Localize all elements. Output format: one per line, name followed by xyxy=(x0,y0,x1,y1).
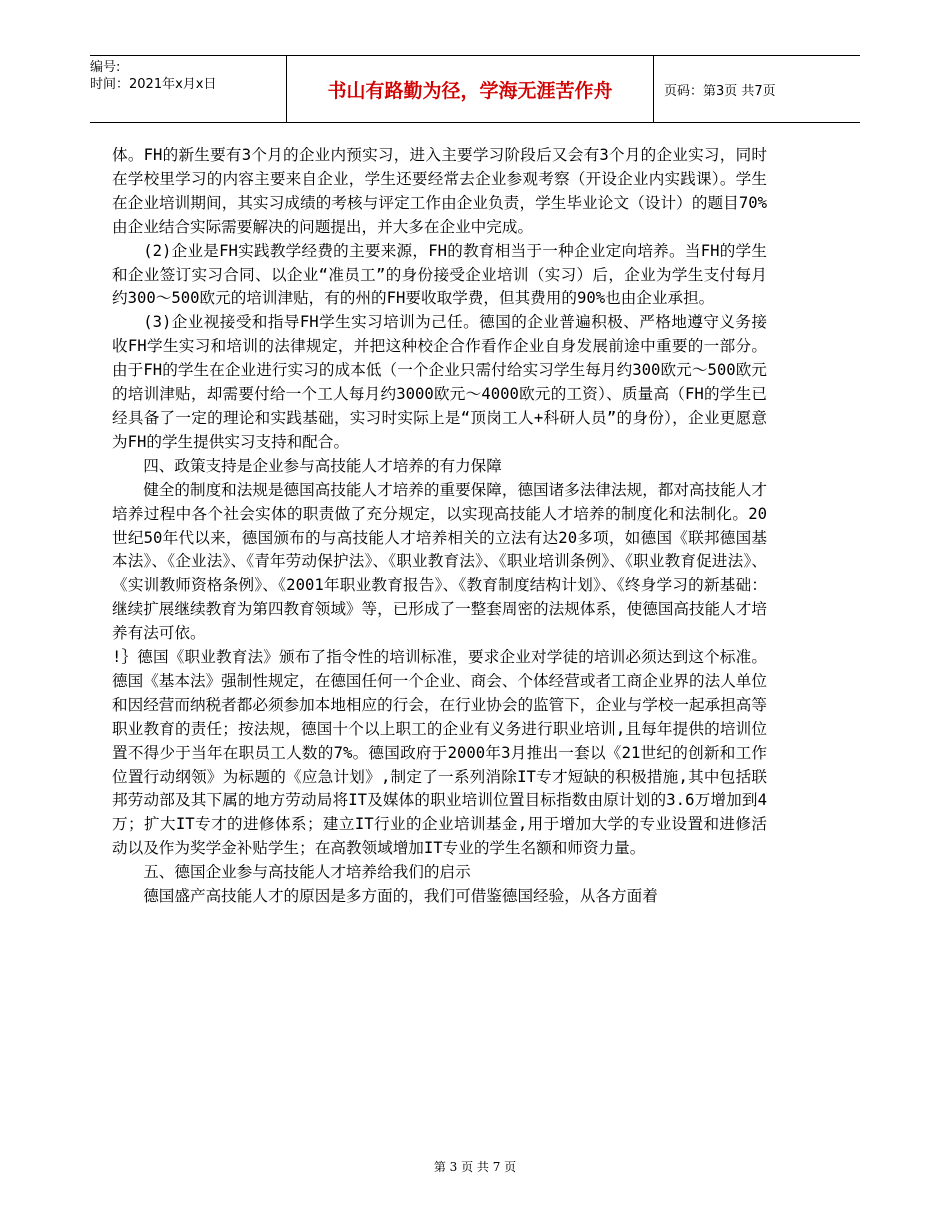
time-label: 时间：2021年x月x日 xyxy=(90,77,217,92)
paragraph: (3)企业视接受和指导FH学生实习培训为己任。德国的企业普遍积极、严格地遵守义务接收FH学生实习和培训的法律规定，并把这种校企合作看作企业自身发展前途中重要的一部分。由于FH的学生在企业进行实习的成本低（一个企业只需付给实习学生每月约300欧元～500欧元的培训津贴，却需要付给一个工人每月约3000欧元～4000欧元的工资）、质量高（FH的学生已经具备了一定的理论和实践基础，实习时实际上是“顶岗工人+科研人员”的身份），企业更愿意为FH的学生提供实习支持和配合。 xyxy=(112,313,767,451)
paragraph: (2)企业是FH实践教学经费的主要来源，FH的教育相当于一种企业定向培养。当FH的学生和企业签订实习合同、以企业“准员工”的身份接受企业培训（实习）后，企业为学生支付每月约300～500欧元的培训津贴，有的州的FH要收取学费，但其费用的90%也由企业承担。 xyxy=(112,241,767,308)
code-label: 编号: xyxy=(90,60,121,75)
header-motto: 书山有路勤为径，学海无涯苦作舟 xyxy=(286,56,654,122)
paragraph: !｝德国《职业教育法》颁布了指令性的培训标准，要求企业对学徒的培训必须达到这个标准。德国《基本法》强制性规定，在德国任何一个企业、商会、个体经营或者工商企业界的法人单位和因经营而纳税者都必须参加本地相应的行会，在行业协会的监管下，企业与学校一起承担高等职业教育的责任；按法规，德国十个以上职工的企业有义务进行职业培训,且每年提供的培训位置不得少于当年在职员工人数的7%。德国政府于2000年3月推出一套以《21世纪的创新和工作位置行动纲领》为标题的《应急计划》,制定了一系列消除IT专才短缺的积极措施,其中包括联邦劳动部及其下属的地方劳动局将IT及媒体的职业培训位置目标指数由原计划的3.6万增加到4万；扩大IT专才的进修体系；建立IT行业的企业培训基金,用于增加大学的专业设置和进修活动以及作为奖学金补贴学生；在高教领域增加IT专业的学生名额和师资力量。 xyxy=(112,648,767,858)
section-heading: 四、政策支持是企业参与高技能人才培养的有力保障 xyxy=(143,456,502,475)
paragraph: 健全的制度和法规是德国高技能人才培养的重要保障，德国诸多法律法规，都对高技能人才培养过程中各个社会实体的职责做了充分规定，以实现高技能人才培养的制度化和法制化。20世纪50年代以来，德国颁布的与高技能人才培养相关的立法有达20多项，如德国《联邦德国基本法》、《企业法》、《青年劳动保护法》、《职业教育法》、《职业培训条例》、《职业教育促进法》、《实训教师资格条例》、《2001年职业教育报告》、《教育制度结构计划》、《终身学习的新基础：继续扩展继续教育为第四教育领域》等，已形成了一整套周密的法规体系，使德国高技能人才培养有法可依。 xyxy=(112,480,767,643)
document-body xyxy=(112,144,767,909)
header-page-label: 页码：第3页 共7页 xyxy=(664,83,776,99)
paragraph: 体。FH的新生要有3个月的企业内预实习，进入主要学习阶段后又会有3个月的企业实习，同时在学校里学习的内容主要来自企业，学生还要经常去企业参观考察（开设企业内实践课）。学生在企业培训期间，其实习成绩的考核与评定工作由企业负责，学生毕业论文（设计）的题目70%由企业结合实际需要解决的问题提出，并大多在企业中完成。 xyxy=(112,146,767,236)
section-heading: 五、德国企业参与高技能人才培养给我们的启示 xyxy=(143,863,471,882)
page-footer: 第 3 页 共 7 页 xyxy=(433,1160,517,1174)
header-meta xyxy=(90,56,286,122)
page-header xyxy=(90,55,860,123)
paragraph: 德国盛产高技能人才的原因是多方面的，我们可借鉴德国经验，从各方面着 xyxy=(143,887,658,906)
